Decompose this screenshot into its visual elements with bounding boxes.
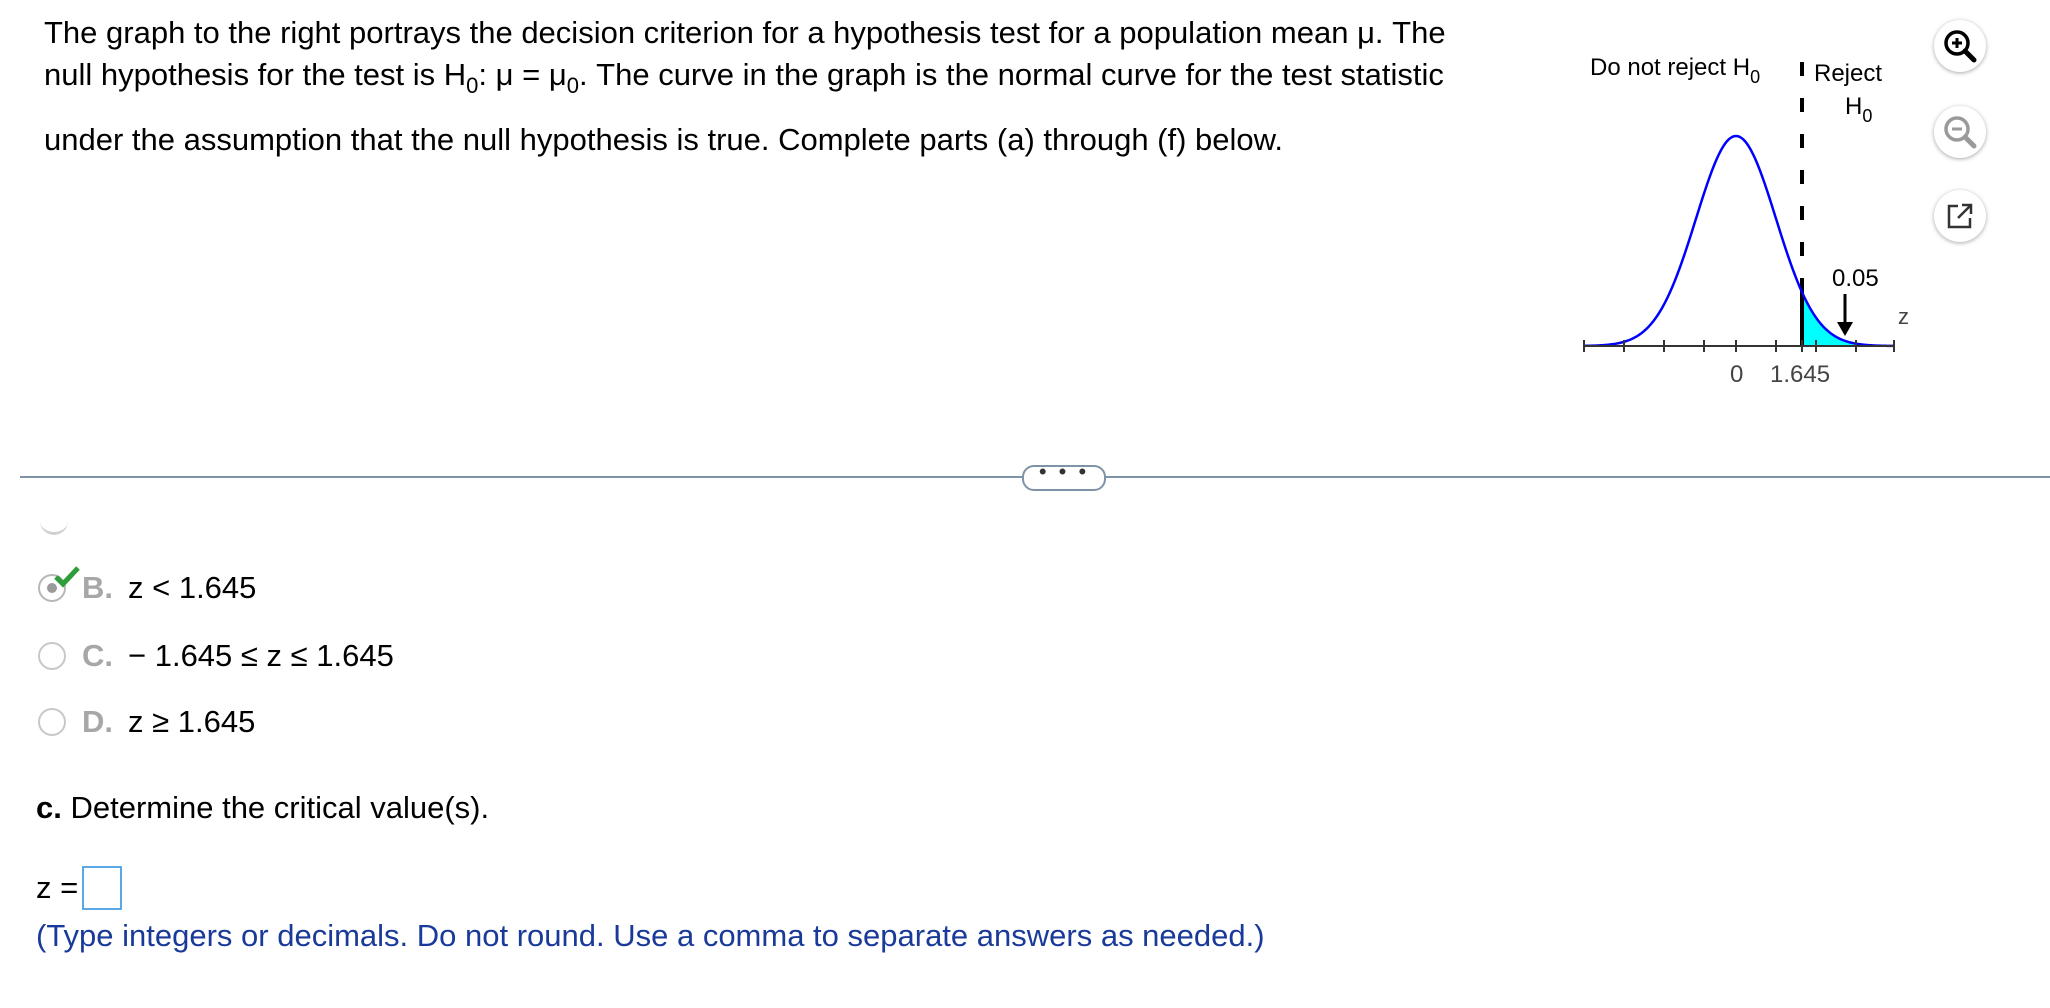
- option-letter: B.: [82, 570, 113, 605]
- part-c-prompt: [36, 790, 489, 826]
- answer-prefix: z =: [36, 870, 79, 905]
- option-letter: D.: [82, 704, 113, 739]
- intro-line-2-a: null hypothesis for the test is H: [44, 57, 467, 92]
- option-letter: C.: [82, 638, 113, 673]
- tick-label-0: 0: [1730, 361, 1744, 388]
- option-b[interactable]: [38, 566, 256, 610]
- z-axis-label: z: [1898, 304, 1909, 329]
- answer-row: [36, 866, 122, 910]
- do-not-reject-label: Do not reject $H_0$: [1590, 54, 1761, 87]
- partial-radio-above: [40, 520, 68, 535]
- radio-button-selected[interactable]: [38, 574, 66, 602]
- zoom-out-icon: [1940, 112, 1980, 152]
- intro-line-2-b: : μ = μ: [478, 57, 567, 92]
- option-expression: z ≥ 1.645: [128, 704, 256, 739]
- subscript-0: 0: [466, 73, 479, 98]
- critical-value-input[interactable]: [82, 866, 122, 910]
- option-c[interactable]: [38, 634, 394, 678]
- zoom-in-button[interactable]: [1934, 20, 1986, 72]
- normal-curve-figure: [1580, 48, 1909, 388]
- option-expression: z < 1.645: [128, 570, 257, 605]
- intro-line-2: [44, 54, 1534, 107]
- reject-label: Reject: [1814, 60, 1883, 87]
- radio-button[interactable]: [38, 642, 66, 670]
- alpha-label: 0.05: [1832, 265, 1879, 292]
- expand-more-button[interactable]: • • •: [1022, 465, 1106, 491]
- option-expression: − 1.645 ≤ z ≤ 1.645: [128, 638, 394, 673]
- intro-line-2-c: . The curve in the graph is the normal curve for the test statistic: [578, 57, 1444, 92]
- zoom-in-icon: [1940, 26, 1980, 66]
- intro-line-1: The graph to the right portrays the decision criterion for a hypothesis test for a population mean μ. The: [44, 15, 1446, 50]
- checkmark-icon: [54, 566, 80, 588]
- reject-h-label: $H_0$: [1845, 93, 1873, 126]
- subscript-0: 0: [566, 73, 579, 98]
- question-intro: [44, 12, 1534, 161]
- popout-icon: [1942, 198, 1978, 234]
- normal-curve-svg: [1580, 48, 1909, 388]
- tick-label-1645: 1.645: [1770, 361, 1831, 388]
- zoom-out-button[interactable]: [1934, 106, 1986, 158]
- radio-button[interactable]: [38, 708, 66, 736]
- part-c-text: Determine the critical value(s).: [61, 790, 490, 825]
- alpha-arrowhead: [1837, 322, 1853, 336]
- normal-curve: [1584, 136, 1894, 346]
- part-c-letter: c.: [36, 790, 62, 825]
- option-d[interactable]: [38, 700, 255, 744]
- answer-hint: (Type integers or decimals. Do not round. Use a comma to separate answers as needed.): [36, 918, 1265, 953]
- intro-line-3: under the assumption that the null hypothesis is true. Complete parts (a) through (f) below.: [44, 122, 1283, 157]
- popout-button[interactable]: [1934, 190, 1986, 242]
